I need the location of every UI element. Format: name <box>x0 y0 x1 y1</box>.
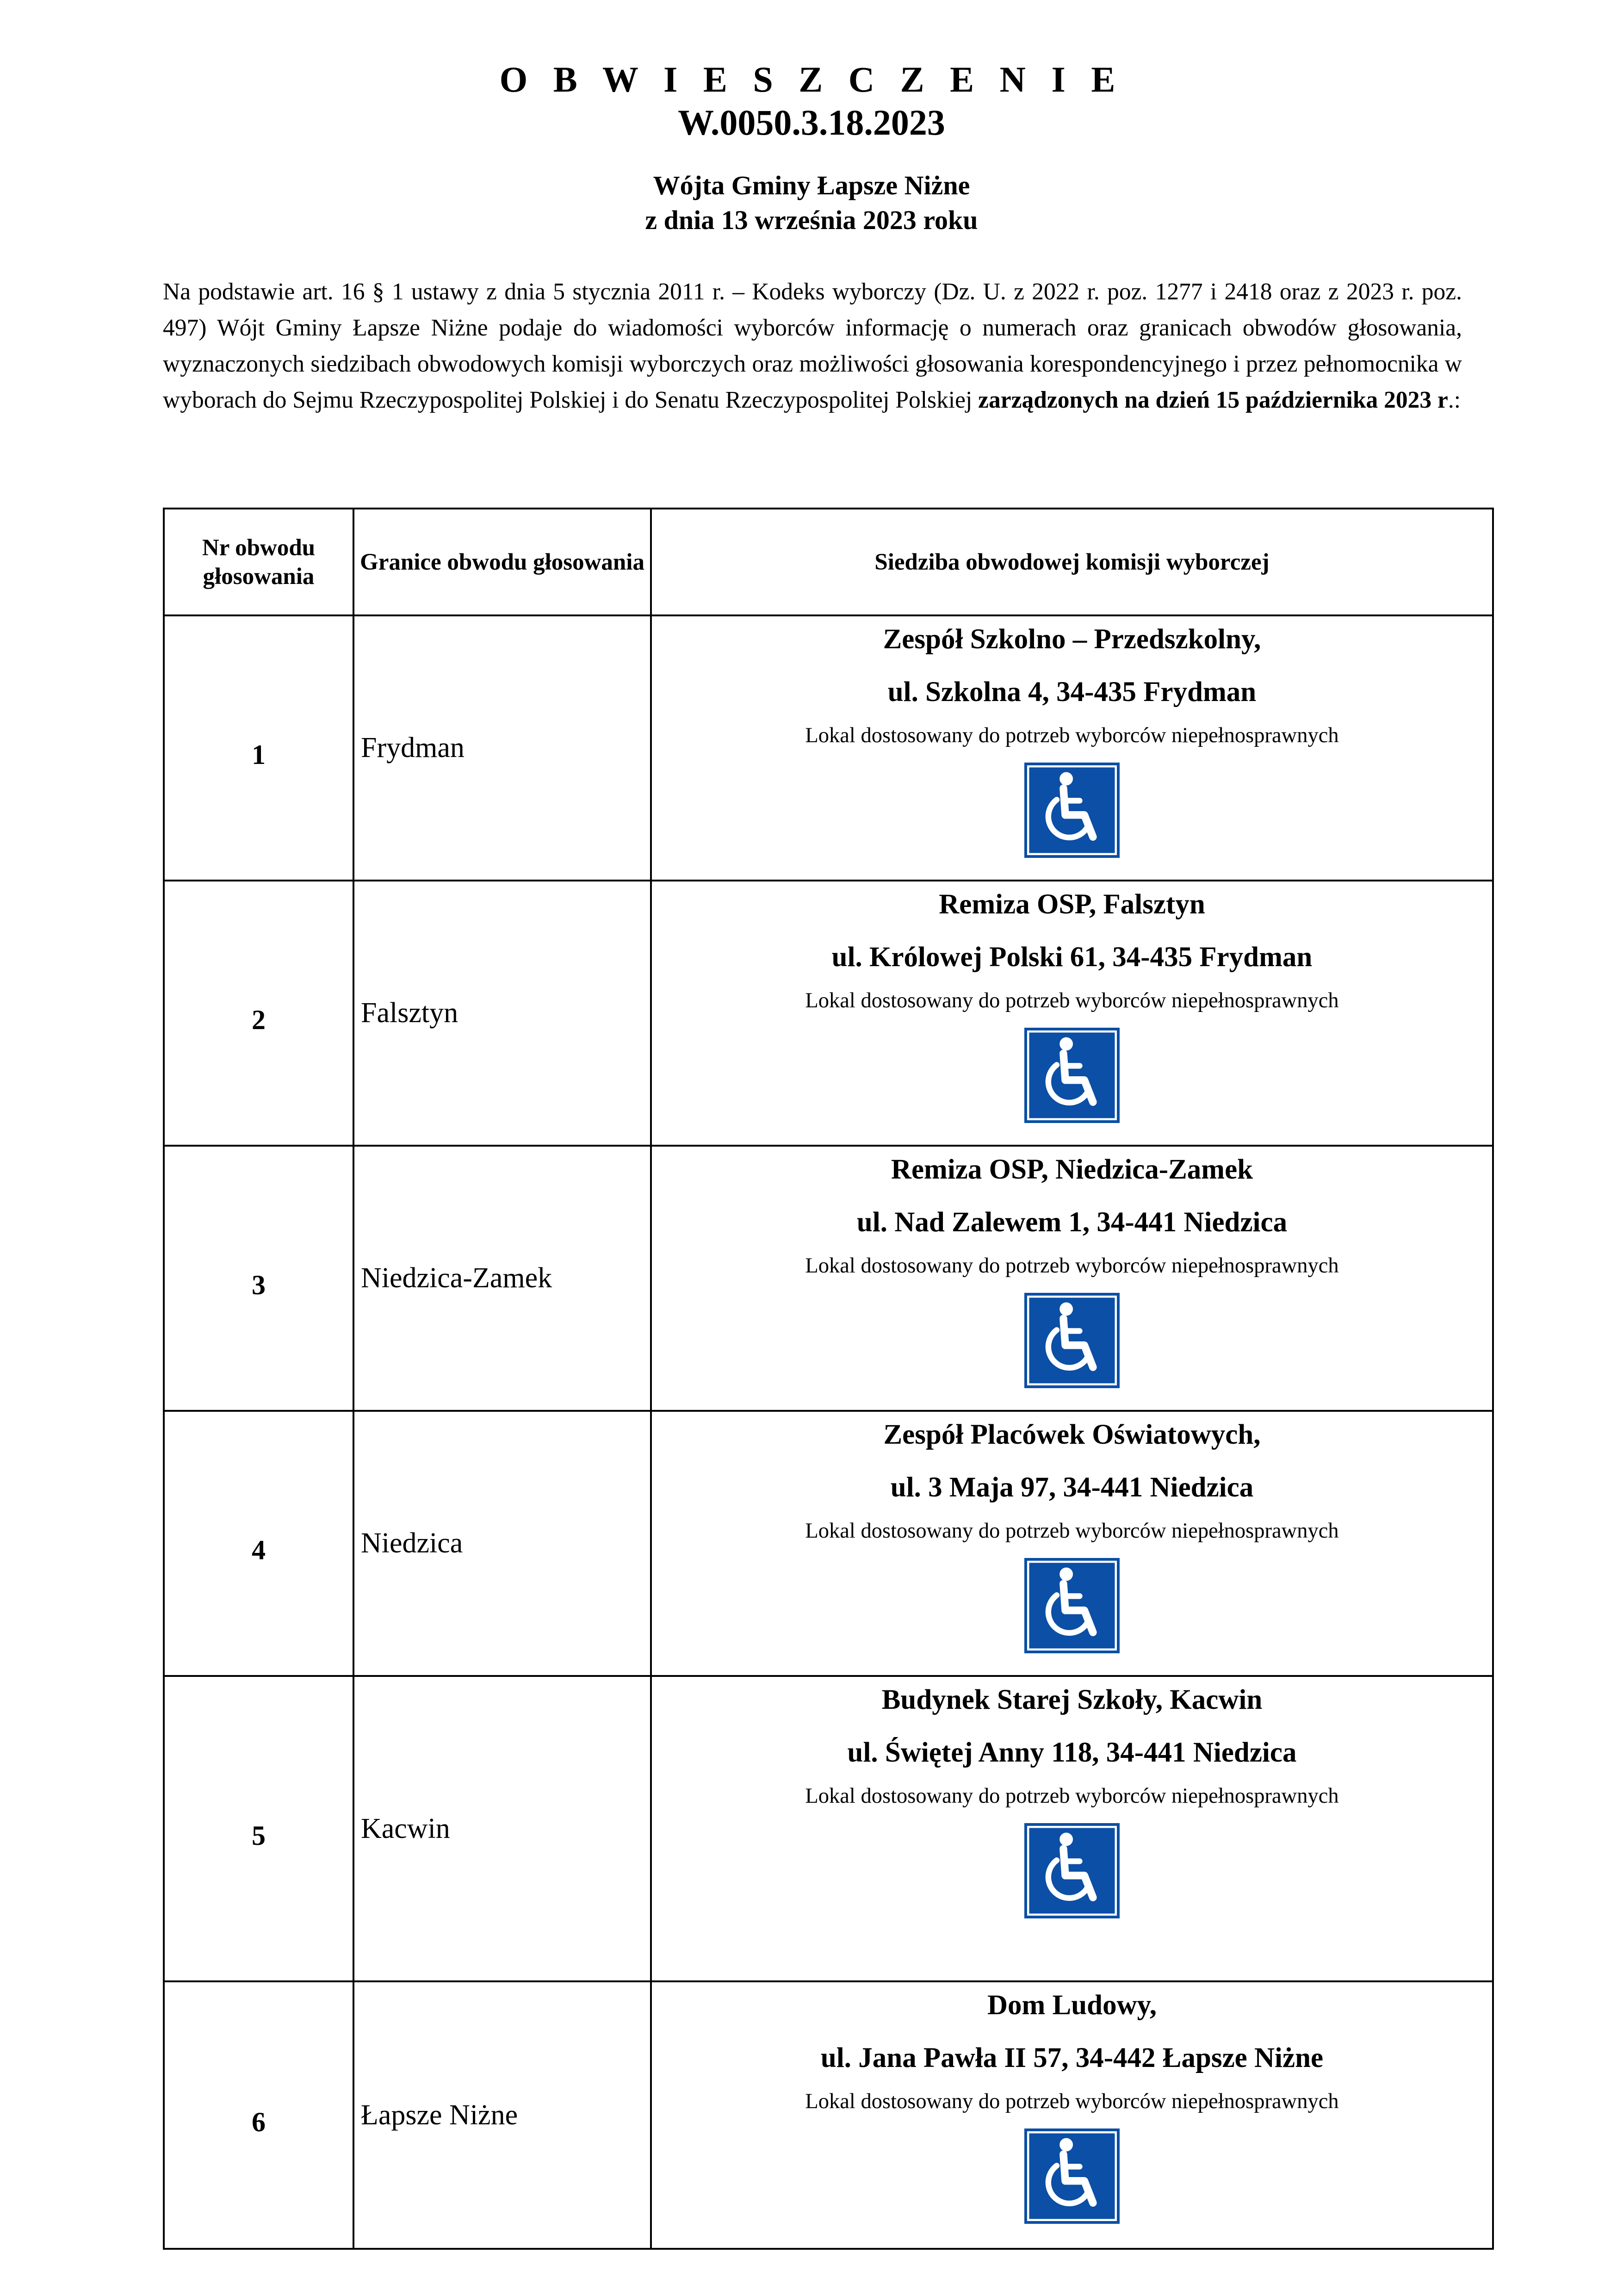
commission-seat <box>651 1146 1493 1411</box>
header-seat: Siedziba obwodowej komisji wyborczej <box>651 509 1493 615</box>
commission-seat <box>651 881 1493 1146</box>
table-row <box>164 1146 1493 1411</box>
district-number: 4 <box>164 1411 353 1676</box>
intro-paragraph <box>163 274 1462 418</box>
seat-name: Zespół Placówek Oświatowych, <box>883 1419 1261 1450</box>
district-area: Kacwin <box>353 1676 651 1981</box>
wheelchair-icon <box>1024 1028 1120 1123</box>
seat-address: ul. 3 Maja 97, 34-441 Niedzica <box>890 1472 1254 1503</box>
seat-name: Remiza OSP, Falsztyn <box>939 889 1205 920</box>
district-number: 5 <box>164 1676 353 1981</box>
seat-name: Budynek Starej Szkoły, Kacwin <box>881 1684 1263 1715</box>
district-number: 3 <box>164 1146 353 1411</box>
district-number: 6 <box>164 1981 353 2249</box>
district-area: Falsztyn <box>353 881 651 1146</box>
document-title: O B W I E S Z C Z E N I E <box>499 59 1124 99</box>
seat-address: ul. Jana Pawła II 57, 34-442 Łapsze Niżne <box>820 2042 1324 2073</box>
wheelchair-icon <box>1024 763 1120 858</box>
table-row <box>164 615 1493 881</box>
district-number: 2 <box>164 881 353 1146</box>
intro-text-bold: zarządzonych na dzień 15 października 2023 r <box>978 387 1448 413</box>
accessibility-note: Lokal dostosowany do potrzeb wyborców niepełnosprawnych <box>805 1519 1339 1543</box>
accessibility-note: Lokal dostosowany do potrzeb wyborców niepełnosprawnych <box>805 989 1339 1012</box>
seat-address: ul. Świętej Anny 118, 34-441 Niedzica <box>847 1737 1297 1768</box>
accessibility-note: Lokal dostosowany do potrzeb wyborców niepełnosprawnych <box>805 1254 1339 1278</box>
header-number: Nr obwodu głosowania <box>164 509 353 615</box>
accessibility-note: Lokal dostosowany do potrzeb wyborców niepełnosprawnych <box>805 724 1339 747</box>
intro-text-end: .: <box>1448 387 1461 413</box>
accessibility-note: Lokal dostosowany do potrzeb wyborców niepełnosprawnych <box>805 1784 1339 1808</box>
table-row <box>164 1676 1493 1981</box>
seat-address: ul. Szkolna 4, 34-435 Frydman <box>887 676 1257 707</box>
table-header-row <box>164 509 1493 615</box>
seat-name: Remiza OSP, Niedzica-Zamek <box>891 1154 1253 1185</box>
seat-name: Zespół Szkolno – Przedszkolny, <box>883 624 1261 655</box>
header-area: Granice obwodu głosowania <box>353 509 651 615</box>
document-number: W.0050.3.18.2023 <box>678 102 945 143</box>
district-area: Niedzica <box>353 1411 651 1676</box>
table-row <box>164 1981 1493 2249</box>
district-area: Frydman <box>353 615 651 881</box>
table-row <box>164 881 1493 1146</box>
commission-seat <box>651 1981 1493 2249</box>
commission-seat <box>651 1411 1493 1676</box>
issuer: Wójta Gminy Łapsze Niżne <box>653 170 970 200</box>
wheelchair-icon <box>1024 1558 1120 1653</box>
table-row <box>164 1411 1493 1676</box>
district-area: Niedzica-Zamek <box>353 1146 651 1411</box>
wheelchair-icon <box>1024 1823 1120 1918</box>
district-number: 1 <box>164 615 353 881</box>
seat-name: Dom Ludowy, <box>987 1990 1157 2021</box>
accessibility-note: Lokal dostosowany do potrzeb wyborców niepełnosprawnych <box>805 2090 1339 2113</box>
seat-address: ul. Królowej Polski 61, 34-435 Frydman <box>831 942 1313 973</box>
issue-date: z dnia 13 września 2023 roku <box>645 205 978 235</box>
intro-text: Na podstawie art. 16 § 1 ustawy z dnia 5 stycznia 2011 r. – Kodeks wyborczy (Dz. U. z 2022 r. poz. 1277 i 2418 oraz z 2023 r. poz. 497) Wójt Gminy Łapsze Niżne podaje do wiadomości wyborców informację o numerach oraz granicach obwodów głosowania, wyznaczonych siedzibach obwodowych komisji wyborczych oraz możliwości głosowania korespondencyjnego i przez pełnomocnika w wyborach do Sejmu Rzeczypospolitej Polskiej i do Senatu Rzeczypospolitej Polskiej <box>163 279 1462 413</box>
wheelchair-icon <box>1024 1293 1120 1388</box>
district-area: Łapsze Niżne <box>353 1981 651 2249</box>
commission-seat <box>651 615 1493 881</box>
polling-districts-table <box>163 508 1494 2250</box>
wheelchair-icon <box>1024 2128 1120 2224</box>
commission-seat <box>651 1676 1493 1981</box>
seat-address: ul. Nad Zalewem 1, 34-441 Niedzica <box>856 1207 1288 1238</box>
